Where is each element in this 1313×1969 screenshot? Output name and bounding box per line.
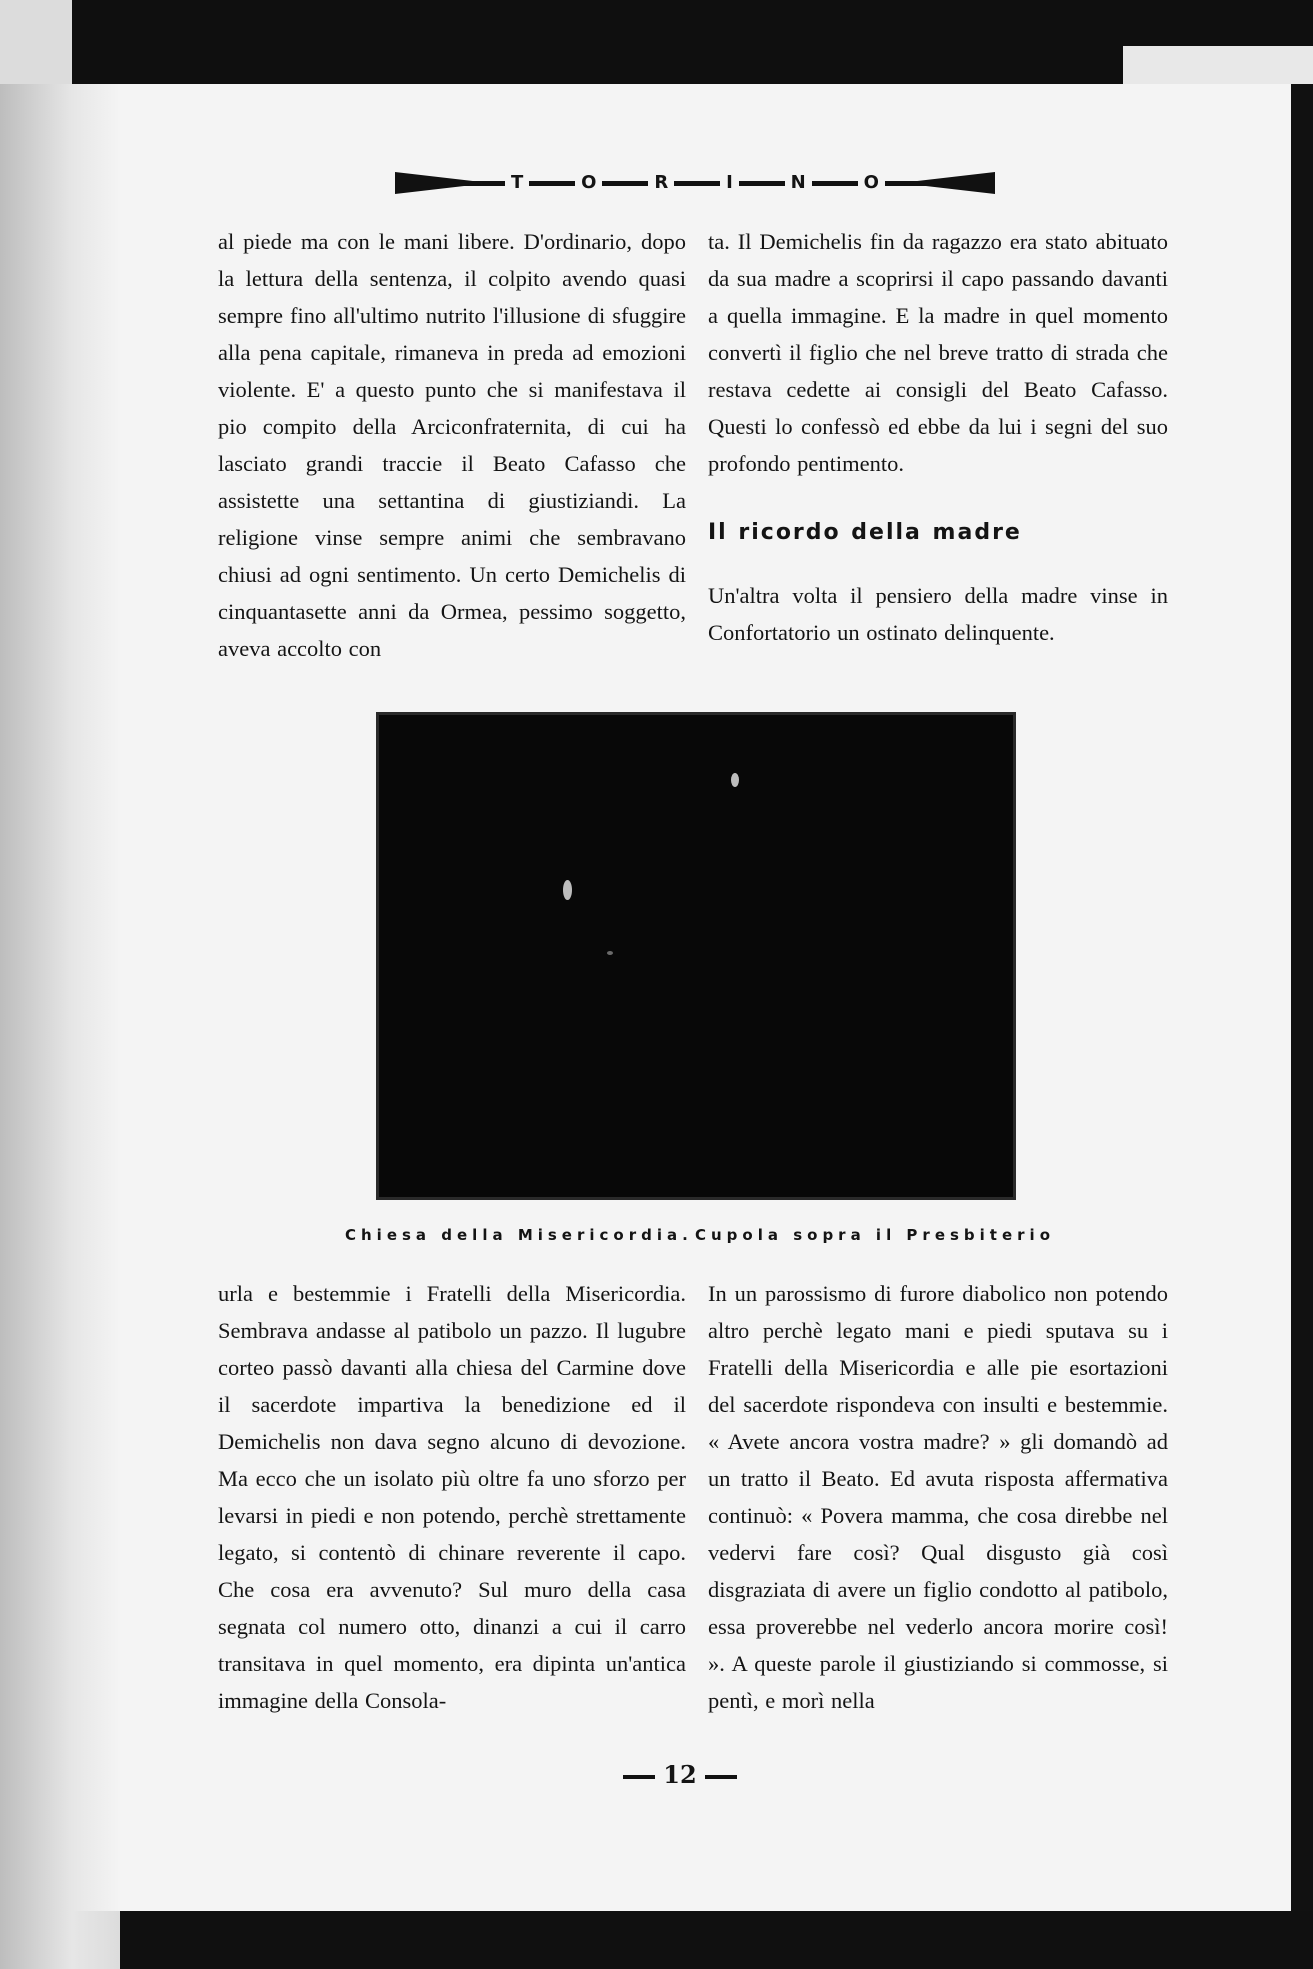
text-column-bottom-left bbox=[218, 1275, 686, 1719]
header-ornament-left bbox=[395, 172, 490, 194]
header-title bbox=[505, 170, 885, 196]
caption-left: Chiesa della Misericordia. bbox=[345, 1226, 693, 1244]
text-column-bottom-right bbox=[708, 1275, 1168, 1719]
photo-highlight bbox=[731, 773, 739, 787]
header-letter: O bbox=[858, 172, 885, 194]
paragraph: In un parossismo di furore diabolico non potendo altro perchè legato mani e piedi sputava su i Fratelli della Misericordia e alle pie esortazioni del sacerdote rispondeva con insulti e bestemmie. « Avete ancora vostra madre? » gli domandò ad un tratto il Beato. Ed avuta risposta affermativa continuò: « Povera mamma, che cosa direbbe nel vedervi fare così? Qual disgusto già così disgraziata di avere un figlio condotto al patibolo, essa proverebbe nel vederlo ancora morire così! ». A queste parole il giustiziando si commosse, si pentì, e morì nella bbox=[708, 1281, 1168, 1713]
section-heading: Il ricordo della madre bbox=[708, 520, 1022, 545]
header-letter: R bbox=[648, 172, 674, 194]
scan-border-bottom bbox=[120, 1911, 1313, 1969]
header-letter: T bbox=[505, 172, 529, 194]
text-column-top-left bbox=[218, 223, 686, 667]
scan-border-notch bbox=[1123, 46, 1313, 84]
header-ornament-right bbox=[900, 172, 995, 194]
scan-edge-shadow bbox=[0, 84, 120, 1969]
page-number-dash-right bbox=[705, 1775, 737, 1779]
text-column-top-right bbox=[708, 223, 1168, 651]
header-letter: N bbox=[785, 172, 812, 194]
running-header bbox=[395, 170, 995, 196]
paragraph: Un'altra volta il pensiero della madre vinse in Confortatorio un ostinato delinquente. bbox=[708, 583, 1168, 645]
paragraph: al piede ma con le mani libere. D'ordinario, dopo la lettura della sentenza, il colpito avendo quasi sempre fino all'ultimo nutrito l'illusione di sfuggire alla pena capitale, rimaneva in preda ad emozioni violente. E' a questo punto che si manifestava il pio compito della Arciconfraternita, di cui ha lasciato grandi traccie il Beato Cafasso che assistette una settantina di giustiziandi. La religione vinse sempre animi che sembravano chiusi ad ogni sentimento. Un certo Demichelis di cinquantasette anni da Ormea, pessimo soggetto, aveva accolto con bbox=[218, 229, 686, 661]
paragraph: ta. Il Demichelis fin da ragazzo era stato abituato da sua madre a scoprirsi il capo passando davanti a quella immagine. E la madre in quel momento convertì il figlio che nel breve tratto di strada che restava cedette ai consigli del Beato Cafasso. Questi lo confessò ed ebbe da lui i segni del suo profondo pentimento. bbox=[708, 229, 1168, 476]
header-letter: I bbox=[720, 172, 739, 194]
scan-border-right bbox=[1291, 84, 1313, 1969]
page-number-value: 12 bbox=[663, 1760, 697, 1789]
church-photograph bbox=[376, 712, 1016, 1200]
page-number bbox=[600, 1760, 760, 1789]
paragraph: urla e bestemmie i Fratelli della Misericordia. Sembrava andasse al patibolo un pazzo. Il lugubre corteo passò davanti alla chiesa del Carmine dove il sacerdote impartiva la benedizione ed il Demichelis non dava segno alcuno di devozione. Ma ecco che un isolato più oltre fa uno sforzo per levarsi in piedi e non potendo, perchè strettamente legato, si contentò di chinare reverente il capo. Che cosa era avvenuto? Sul muro della casa segnata col numero otto, dinanzi a cui il carro transitava in quel momento, era dipinta un'antica immagine della Consola- bbox=[218, 1281, 686, 1713]
header-letter: O bbox=[575, 172, 602, 194]
photo-highlight bbox=[563, 880, 572, 900]
photo-caption bbox=[345, 1226, 1055, 1250]
photo-highlight bbox=[607, 951, 613, 955]
caption-right: Cupola sopra il Presbiterio bbox=[695, 1226, 1055, 1244]
page-number-dash-left bbox=[623, 1775, 655, 1779]
